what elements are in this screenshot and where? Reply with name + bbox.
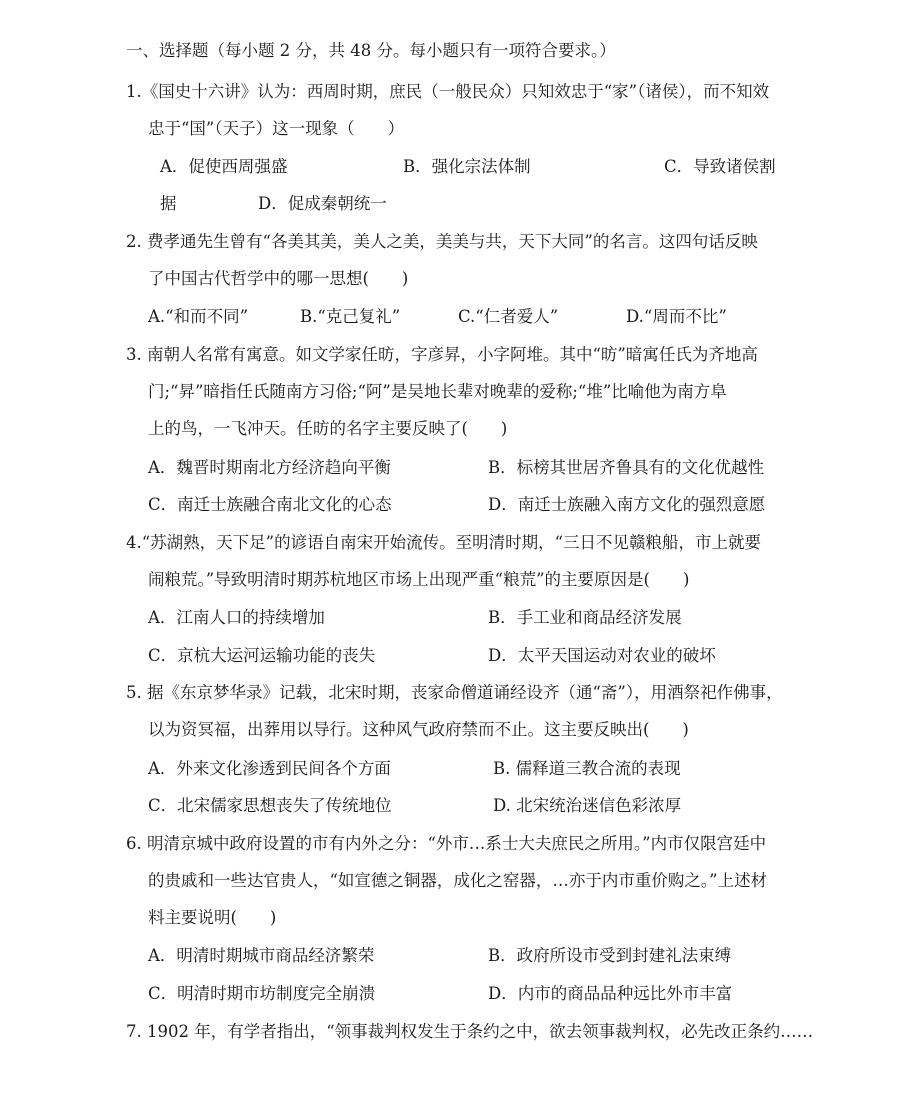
question-2-line-2: 了中国古代哲学中的哪一思想( ) bbox=[148, 269, 409, 288]
question-5-option-d: D. 北宋统治迷信色彩浓厚 bbox=[493, 796, 682, 815]
question-1-line-2: 忠于“国”（天子）这一现象（ ） bbox=[148, 119, 405, 138]
question-5-option-b: B. 儒释道三教合流的表现 bbox=[493, 759, 681, 778]
question-6-option-a: A．明清时期城市商品经济繁荣 bbox=[148, 946, 375, 965]
question-1-option-c: C．导致诸侯割 bbox=[664, 157, 776, 176]
question-6-option-c: C．明清时期市坊制度完全崩溃 bbox=[148, 984, 376, 1003]
question-1-line-1: 1.《国史十六讲》认为：西周时期，庶民（一般民众）只知效忠于“家”（诸侯），而不知效 bbox=[126, 82, 770, 101]
section-header: 一、选择题（每小题 2 分，共 48 分。每小题只有一项符合要求。） bbox=[126, 41, 616, 60]
question-4-option-a: A．江南人口的持续增加 bbox=[148, 608, 325, 627]
question-1-option-a: A．促使西周强盛 bbox=[160, 157, 288, 176]
question-3-option-d: D．南迁士族融入南方文化的强烈意愿 bbox=[488, 495, 766, 514]
question-6-line-2: 的贵戚和一些达官贵人，“如宣德之铜器，成化之窑器，…亦于内市重价购之。”上述材 bbox=[148, 871, 768, 890]
question-5-option-c: C．北宋儒家思想丧失了传统地位 bbox=[148, 796, 392, 815]
question-2-option-c: C.“仁者爱人” bbox=[458, 307, 559, 326]
question-7-line-1: 7. 1902 年，有学者指出，“领事裁判权发生于条约之中，欲去领事裁判权，必先改正条约…… bbox=[126, 1022, 814, 1041]
question-6-line-3: 料主要说明( ) bbox=[148, 908, 277, 927]
question-2-option-a: A.“和而不同” bbox=[148, 307, 249, 326]
question-2-option-b: B.“克己复礼” bbox=[300, 307, 401, 326]
question-1-option-b: B．强化宗法体制 bbox=[403, 157, 531, 176]
question-1-option-d: D．促成秦朝统一 bbox=[258, 194, 387, 213]
question-3-option-b: B．标榜其世居齐鲁具有的文化优越性 bbox=[488, 458, 765, 477]
question-3-line-1: 3. 南朝人名常有寓意。如文学家任昉，字彦昇，小字阿堆。其中“昉”暗寓任氏为齐地高 bbox=[126, 345, 758, 364]
question-5-line-2: 以为资冥福，出葬用以导行。这种风气政府禁而不止。这主要反映出( ) bbox=[148, 720, 689, 739]
question-2-line-1: 2. 费孝通先生曾有“各美其美，美人之美，美美与共，天下大同”的名言。这四句话反映 bbox=[126, 232, 758, 251]
question-2-option-d: D.“周而不比” bbox=[626, 307, 727, 326]
question-4-option-b: B．手工业和商品经济发展 bbox=[488, 608, 682, 627]
question-6-option-b: B．政府所设市受到封建礼法束缚 bbox=[488, 946, 732, 965]
question-3-option-c: C．南迁士族融合南北文化的心态 bbox=[148, 495, 392, 514]
question-4-line-2: 闹粮荒。”导致明清时期苏杭地区市场上出现严重“粮荒”的主要原因是( ) bbox=[148, 570, 690, 589]
question-4-option-c: C．京杭大运河运输功能的丧失 bbox=[148, 646, 376, 665]
question-3-option-a: A．魏晋时期南北方经济趋向平衡 bbox=[148, 458, 391, 477]
question-6-line-1: 6. 明清京城中政府设置的市有内外之分：“外市…系士大夫庶民之所用。”内市仅限宫廷中 bbox=[126, 834, 767, 853]
question-3-line-3: 上的鸟，一飞冲天。任昉的名字主要反映了( ) bbox=[148, 419, 508, 438]
question-1-option-c-continued: 据 bbox=[160, 194, 177, 213]
question-6-option-d: D．内市的商品品种远比外市丰富 bbox=[488, 984, 733, 1003]
question-3-line-2: 门;“昇”暗指任氏随南方习俗;“阿”是吴地长辈对晚辈的爱称;“堆”比喻他为南方阜 bbox=[148, 382, 727, 401]
question-5-option-a: A．外来文化渗透到民间各个方面 bbox=[148, 759, 391, 778]
question-5-line-1: 5. 据《东京梦华录》记载，北宋时期，丧家命僧道诵经设齐（通“斋”），用酒祭祀作佛事， bbox=[126, 683, 783, 702]
question-4-line-1: 4.“苏湖熟，天下足”的谚语自南宋开始流传。至明清时期，“三日不见赣粮船，市上就要 bbox=[126, 533, 762, 552]
question-4-option-d: D．太平天国运动对农业的破坏 bbox=[488, 646, 716, 665]
